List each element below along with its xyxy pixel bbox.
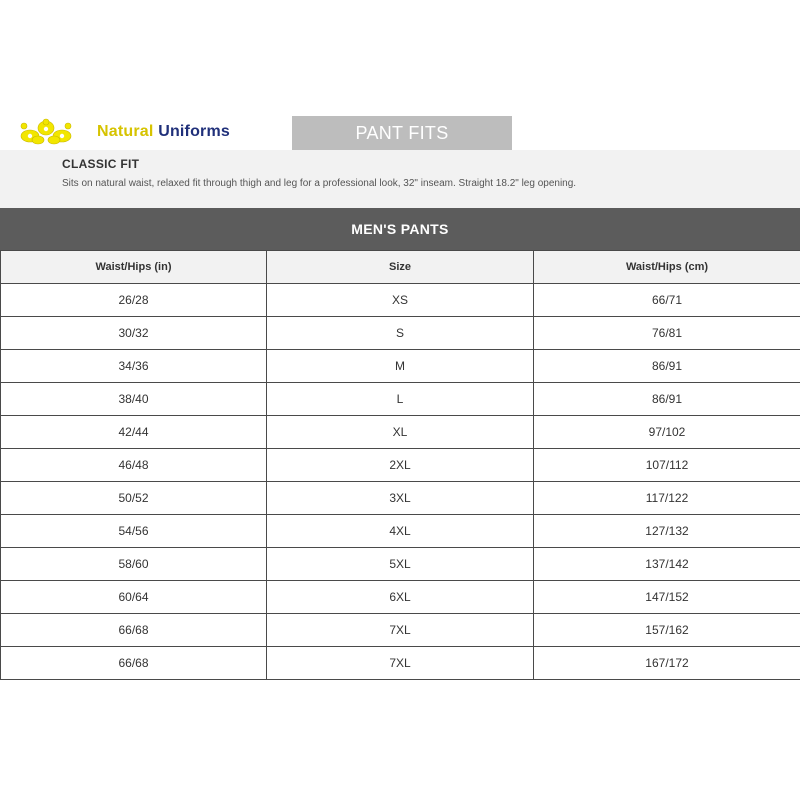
fit-description: Sits on natural waist, relaxed fit through thigh and leg for a professional look, 32" inseam. Straight 18.2" leg opening. xyxy=(62,178,577,189)
cell-size: 7XL xyxy=(267,614,534,647)
cell-waist-in: 54/56 xyxy=(1,515,267,548)
cell-waist-cm: 147/152 xyxy=(534,581,800,614)
cell-waist-in: 50/52 xyxy=(1,482,267,515)
table-row xyxy=(1,515,800,548)
column-header-waist-cm: Waist/Hips (cm) xyxy=(534,251,800,284)
table-row xyxy=(1,383,800,416)
table-row xyxy=(1,317,800,350)
cell-size: 6XL xyxy=(267,581,534,614)
cell-waist-in: 66/68 xyxy=(1,647,267,680)
cell-waist-cm: 107/112 xyxy=(534,449,800,482)
size-chart-table xyxy=(0,250,800,680)
cell-size: 2XL xyxy=(267,449,534,482)
cell-size: 7XL xyxy=(267,647,534,680)
cell-size: XS xyxy=(267,284,534,317)
cell-size: 4XL xyxy=(267,515,534,548)
cell-size: XL xyxy=(267,416,534,449)
pant-fits-tab: PANT FITS xyxy=(292,116,512,150)
brand-word-uniforms: Uniforms xyxy=(158,123,231,140)
table-title: MEN'S PANTS xyxy=(0,208,800,250)
table-row xyxy=(1,350,800,383)
table-row xyxy=(1,482,800,515)
cell-waist-in: 66/68 xyxy=(1,614,267,647)
cell-waist-cm: 86/91 xyxy=(534,350,800,383)
cell-size: L xyxy=(267,383,534,416)
table-row xyxy=(1,647,800,680)
cell-waist-in: 60/64 xyxy=(1,581,267,614)
cell-waist-cm: 167/172 xyxy=(534,647,800,680)
brand-wordmark xyxy=(97,123,230,141)
table-row xyxy=(1,548,800,581)
cell-size: 3XL xyxy=(267,482,534,515)
table-row xyxy=(1,449,800,482)
cell-waist-cm: 157/162 xyxy=(534,614,800,647)
cell-waist-cm: 137/142 xyxy=(534,548,800,581)
flower-logo-icon xyxy=(16,118,92,146)
table-row xyxy=(1,581,800,614)
cell-size: M xyxy=(267,350,534,383)
cell-waist-cm: 76/81 xyxy=(534,317,800,350)
cell-waist-in: 34/36 xyxy=(1,350,267,383)
cell-waist-cm: 86/91 xyxy=(534,383,800,416)
brand-logo xyxy=(10,116,292,150)
table-header-row xyxy=(1,251,800,284)
cell-waist-in: 42/44 xyxy=(1,416,267,449)
cell-waist-cm: 66/71 xyxy=(534,284,800,317)
brand-word-natural: Natural xyxy=(97,123,154,140)
cell-waist-in: 26/28 xyxy=(1,284,267,317)
cell-waist-in: 46/48 xyxy=(1,449,267,482)
fit-title: CLASSIC FIT xyxy=(62,157,140,171)
cell-size: S xyxy=(267,317,534,350)
table-row xyxy=(1,284,800,317)
table-row xyxy=(1,416,800,449)
cell-waist-in: 30/32 xyxy=(1,317,267,350)
cell-waist-cm: 97/102 xyxy=(534,416,800,449)
column-header-size: Size xyxy=(267,251,534,284)
fit-intro-panel xyxy=(0,150,800,208)
cell-waist-in: 58/60 xyxy=(1,548,267,581)
cell-size: 5XL xyxy=(267,548,534,581)
table-row xyxy=(1,614,800,647)
cell-waist-cm: 127/132 xyxy=(534,515,800,548)
cell-waist-in: 38/40 xyxy=(1,383,267,416)
column-header-waist-in: Waist/Hips (in) xyxy=(1,251,267,284)
cell-waist-cm: 117/122 xyxy=(534,482,800,515)
